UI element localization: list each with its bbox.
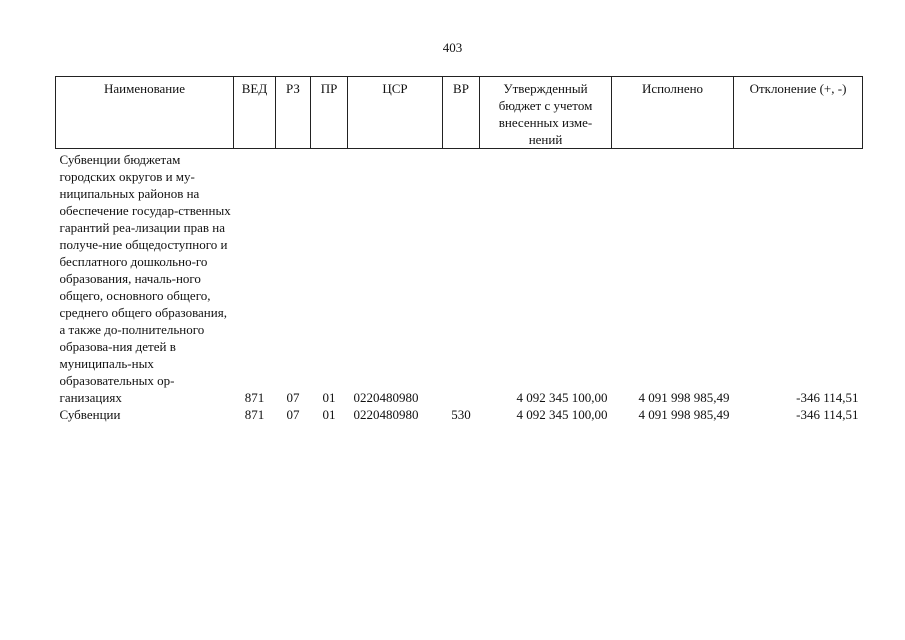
row-vr: 530 <box>451 407 471 422</box>
header-csr: ЦСР <box>348 77 443 149</box>
row-pr: 01 <box>322 407 336 422</box>
row-pr: 01 <box>322 390 336 405</box>
table-row <box>56 149 863 407</box>
header-deviation: Отклонение (+, -) <box>734 77 863 149</box>
row-rz: 07 <box>286 390 300 405</box>
row-deviation: -346 114,51 <box>796 390 859 405</box>
page-number: 403 <box>442 40 463 55</box>
row-name: Субвенции <box>59 407 121 422</box>
budget-execution-table <box>55 76 863 423</box>
row-executed: 4 091 998 985,49 <box>638 390 730 405</box>
header-pr: ПР <box>311 77 348 149</box>
row-ved: 871 <box>244 390 265 405</box>
row-rz: 07 <box>286 407 300 422</box>
header-rz: РЗ <box>276 77 311 149</box>
header-ved: ВЕД <box>234 77 276 149</box>
row-ved: 871 <box>244 407 265 422</box>
row-deviation: -346 114,51 <box>796 407 859 422</box>
table-row <box>56 406 863 423</box>
table-header-row <box>56 77 863 149</box>
row-csr: 0220480980 <box>353 407 419 422</box>
header-approved: Утвержденный бюджет с учетом внесенных изме-нений <box>480 77 612 149</box>
header-name: Наименование <box>56 77 234 149</box>
row-approved: 4 092 345 100,00 <box>516 390 608 405</box>
row-executed: 4 091 998 985,49 <box>638 407 730 422</box>
row-name: Субвенции бюджетам городских округов и му-ниципальных районов на обеспечение государ-ственных гарантий реа-лизации прав на получе-ние общедоступного и бесплатного дошкольно-го образования, началь-ного общего, основного общего, среднего общего образования, а также до-полнительного образова-ния детей в муниципаль-ных образовательных ор-ганизациях <box>59 152 231 405</box>
row-vr <box>443 149 480 407</box>
header-vr: ВР <box>443 77 480 149</box>
header-executed: Исполнено <box>612 77 734 149</box>
row-approved: 4 092 345 100,00 <box>516 407 608 422</box>
row-csr: 0220480980 <box>353 390 419 405</box>
